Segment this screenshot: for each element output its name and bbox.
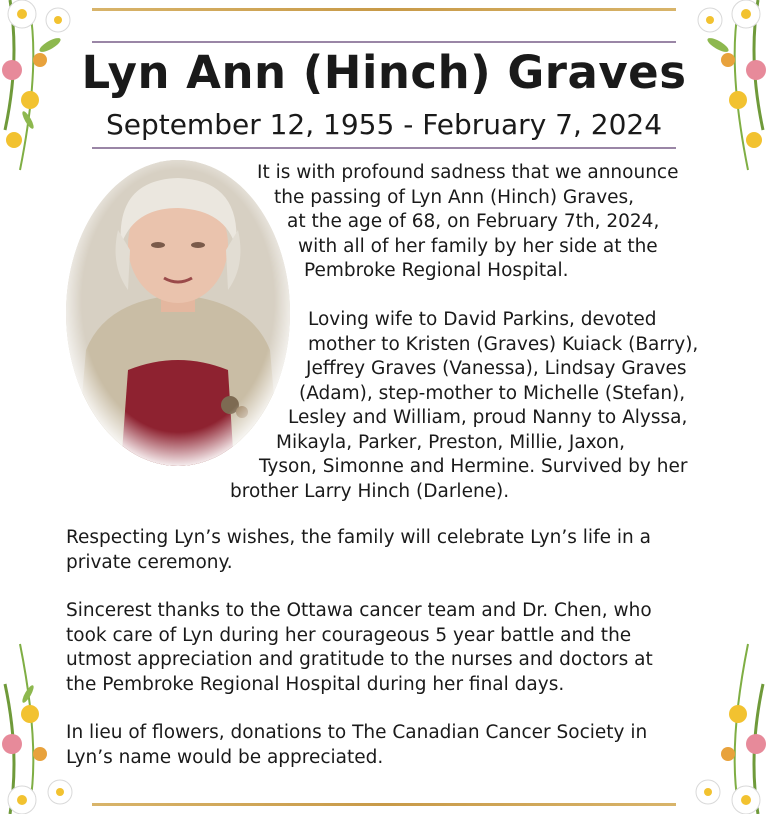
text-line: Sincerest thanks to the Ottawa cancer team and Dr. Chen, who bbox=[66, 600, 652, 621]
text-line: Respecting Lyn’s wishes, the family will celebrate Lyn’s life in a bbox=[66, 527, 651, 548]
text-line: Jeffrey Graves (Vanessa), Lindsay Graves bbox=[306, 358, 687, 379]
text-line: the Pembroke Regional Hospital during her final days. bbox=[66, 673, 565, 695]
text-line: It is with profound sadness that we announce bbox=[257, 162, 679, 183]
text-line: brother Larry Hinch (Darlene). bbox=[230, 480, 510, 502]
header-top-rule bbox=[92, 41, 676, 43]
life-dates: September 12, 1955 - February 7, 2024 bbox=[105, 108, 663, 141]
text-line: In lieu of flowers, donations to The Canadian Cancer Society in bbox=[66, 722, 648, 743]
text-line: with all of her family by her side at the bbox=[298, 235, 658, 257]
text-line: (Adam), step-mother to Michelle (Stefan), bbox=[299, 382, 686, 404]
text-line: Loving wife to David Parkins, devoted bbox=[308, 309, 657, 330]
text-line: Tyson, Simonne and Hermine. Survived by her bbox=[259, 456, 688, 477]
text-line: Mikayla, Parker, Preston, Millie, Jaxon, bbox=[276, 431, 625, 453]
text-line: utmost appreciation and gratitude to the nurses and doctors at bbox=[66, 649, 653, 670]
text-line: private ceremony. bbox=[66, 551, 233, 573]
text-line: took care of Lyn during her courageous 5 year battle and the bbox=[66, 624, 632, 646]
top-frame-line bbox=[92, 8, 676, 11]
text-line: mother to Kristen (Graves) Kuiack (Barry), bbox=[308, 333, 699, 355]
text-line: the passing of Lyn Ann (Hinch) Graves, bbox=[274, 186, 635, 208]
text-line: at the age of 68, on February 7th, 2024, bbox=[287, 211, 660, 232]
text-line: Lesley and William, proud Nanny to Alyssa, bbox=[288, 407, 688, 428]
text-line: Lyn’s name would be appreciated. bbox=[66, 746, 384, 768]
text-line: Pembroke Regional Hospital. bbox=[304, 260, 569, 281]
portrait-photo bbox=[66, 160, 290, 466]
flower-cluster-icon bbox=[696, 644, 766, 814]
bottom-frame-line bbox=[92, 803, 676, 806]
flower-cluster-icon bbox=[2, 644, 72, 814]
portrait-illustration bbox=[66, 160, 290, 466]
header-bottom-rule bbox=[92, 147, 676, 149]
deceased-name: Lyn Ann (Hinch) Graves bbox=[81, 46, 687, 99]
